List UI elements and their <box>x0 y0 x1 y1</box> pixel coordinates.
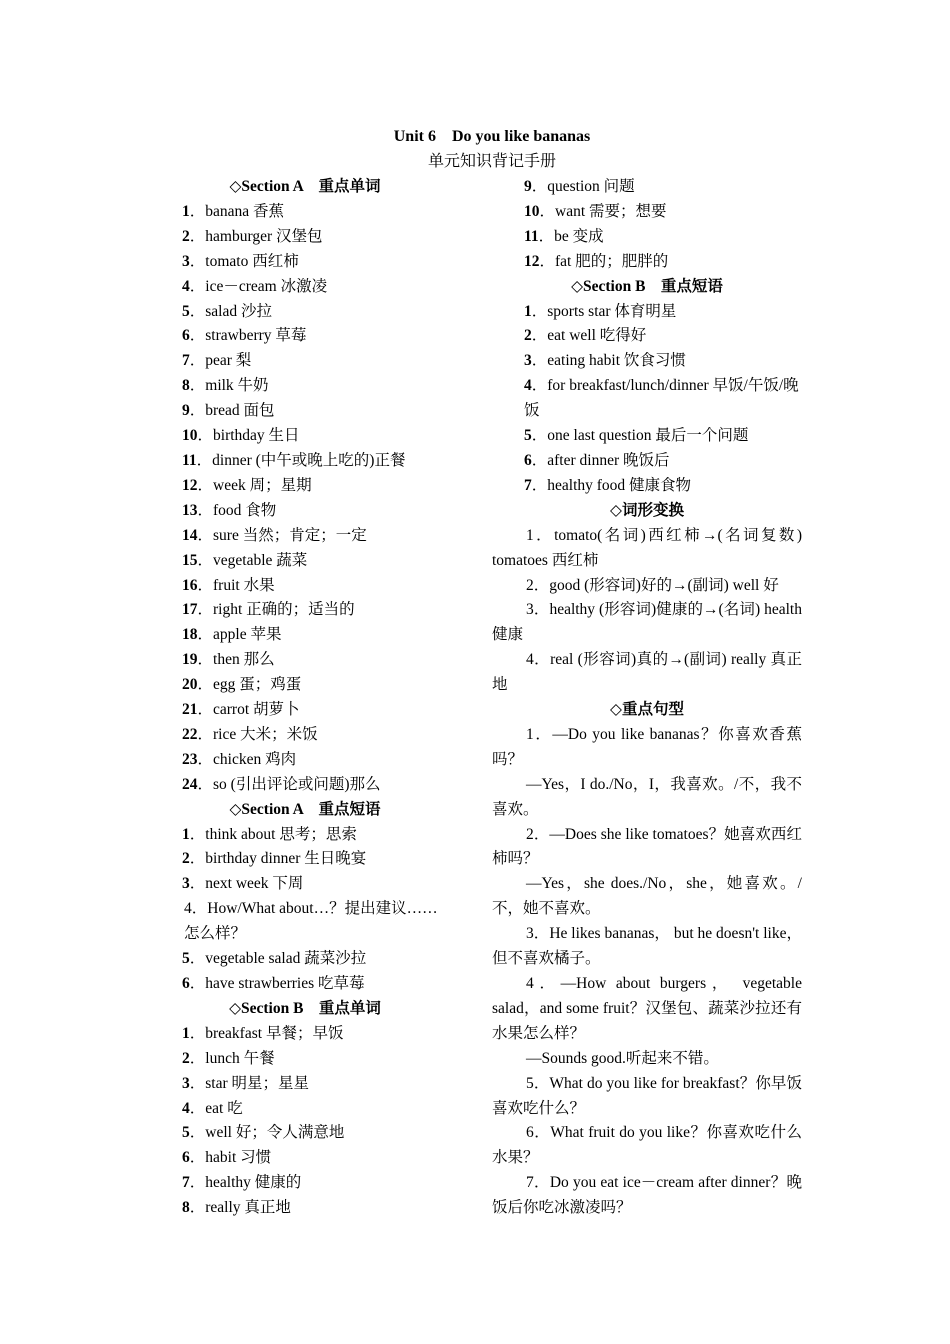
item-number: 24 <box>182 775 198 793</box>
vocab-item <box>150 300 460 325</box>
item-separator: ． <box>531 352 548 370</box>
item-separator: ． <box>533 651 551 669</box>
numbered-paragraph <box>492 1121 802 1171</box>
item-separator: ． <box>531 302 548 320</box>
item-text: have strawberries 吃草莓 <box>205 975 365 992</box>
item-separator: ． <box>531 427 548 445</box>
item-text: next week 下周 <box>205 875 304 893</box>
section-heading: ◇Section A 重点短语 <box>229 800 381 818</box>
vocab-item <box>492 349 802 374</box>
page-title: Unit 6 Do you like bananas <box>393 128 591 145</box>
item-text: good (形容词)好的→(副词) well 好 <box>549 576 779 594</box>
vocab-item <box>150 200 460 225</box>
item-text: breakfast 早餐；早饭 <box>205 1024 344 1042</box>
item-separator: ． <box>533 1174 550 1192</box>
item-number: 18 <box>182 626 198 644</box>
item-text: for breakfast/lunch/dinner 早饭/午饭/晚饭 <box>524 377 799 420</box>
vocab-item <box>150 748 460 773</box>
item-number: 3 <box>182 875 190 893</box>
vocab-item <box>492 474 802 499</box>
item-text: be 变成 <box>554 227 604 245</box>
item-separator: ． <box>189 975 206 992</box>
item-separator: ． <box>189 850 206 868</box>
item-separator: ． <box>533 925 550 943</box>
item-text: chicken 鸡肉 <box>213 750 297 768</box>
vocab-item <box>150 972 460 997</box>
item-separator: ． <box>189 1074 206 1092</box>
item-number: 10 <box>182 427 198 445</box>
item-text: hamburger 汉堡包 <box>205 227 323 245</box>
item-text: sports star 体育明星 <box>547 302 677 320</box>
item-text: tomato 西红柿 <box>205 252 299 270</box>
item-separator: ． <box>189 1199 206 1217</box>
item-number: 12 <box>524 252 540 270</box>
item-number: 4 <box>182 277 190 295</box>
item-number: 3 <box>526 601 534 619</box>
item-text: well 好；令人满意地 <box>205 1124 345 1142</box>
item-number: 8 <box>182 1199 190 1217</box>
item-number: 1 <box>182 825 190 843</box>
item-number: 1 <box>524 302 532 320</box>
item-number: 1 <box>526 526 534 544</box>
item-number: 6 <box>182 975 190 992</box>
item-separator: ． <box>189 402 206 420</box>
numbered-paragraph <box>492 1171 802 1221</box>
item-text: question 问题 <box>547 178 635 195</box>
item-separator: ． <box>197 501 214 519</box>
left-column <box>150 175 460 1221</box>
item-number: 1 <box>526 725 534 743</box>
section-heading: ◇Section B 重点短语 <box>571 277 723 295</box>
item-text: rice 大米；米饭 <box>213 725 318 743</box>
item-number: 6 <box>524 451 532 469</box>
item-number: 6 <box>526 1124 534 1142</box>
item-separator: ． <box>189 1174 206 1192</box>
item-separator: ． <box>197 601 214 619</box>
numbered-paragraph <box>492 972 802 1047</box>
item-separator: ． <box>189 352 206 370</box>
item-text: birthday 生日 <box>213 427 300 445</box>
item-text: What fruit do you like？你喜欢吃什么水果？ <box>492 1124 802 1167</box>
vocab-item <box>150 773 460 798</box>
item-separator: ． <box>197 476 214 494</box>
item-number: 11 <box>182 451 197 469</box>
vocab-item <box>150 250 460 275</box>
item-text: real (形容词)真的→(副词) really 真正地 <box>492 651 802 694</box>
item-text: habit 习惯 <box>205 1149 272 1167</box>
item-text: sure 当然；肯定；一定 <box>213 526 367 544</box>
item-separator: ． <box>197 526 214 544</box>
item-separator: ． <box>533 1124 551 1142</box>
vocab-item <box>150 549 460 574</box>
item-number: 13 <box>182 501 198 519</box>
vocab-item <box>150 1097 460 1122</box>
item-text: star 明星；星星 <box>205 1074 310 1092</box>
continuation-text: —Yes，she does./No，she，她喜欢。/不，她不喜欢。 <box>492 875 802 918</box>
numbered-paragraph <box>492 922 802 972</box>
item-number: 6 <box>182 1149 190 1167</box>
vocab-item <box>150 374 460 399</box>
item-separator: ． <box>197 676 214 694</box>
numbered-paragraph <box>492 823 802 873</box>
item-separator: ． <box>191 900 208 918</box>
numbered-paragraph <box>492 648 802 698</box>
continuation-text: —Yes，I do./No，I，我喜欢。/不，我不喜欢。 <box>492 775 802 818</box>
item-number: 5 <box>524 427 532 445</box>
item-separator: ． <box>189 875 206 893</box>
item-text: dinner (中午或晚上吃的)正餐 <box>212 451 406 469</box>
vocab-item <box>492 225 802 250</box>
item-text: carrot 胡萝卜 <box>213 701 300 719</box>
item-separator: ． <box>531 377 548 395</box>
item-number: 2 <box>524 327 532 345</box>
vocab-item <box>150 1121 460 1146</box>
item-number: 20 <box>182 676 198 694</box>
item-text: healthy (形容词)健康的→(名词) health 健康 <box>492 601 802 644</box>
vocab-item <box>492 250 802 275</box>
item-separator: ． <box>539 252 556 270</box>
vocab-item <box>150 324 460 349</box>
item-text: fat 肥的；肥胖的 <box>555 252 669 270</box>
continuation-text: 怎么样？ <box>184 925 247 943</box>
item-separator: ． <box>189 202 206 220</box>
item-text: tomato(名词)西红柿→(名词复数) tomatoes 西红柿 <box>492 526 802 569</box>
item-separator: ． <box>531 178 548 195</box>
item-separator: ． <box>533 1074 550 1092</box>
numbered-paragraph <box>492 598 802 648</box>
item-separator: ． <box>189 252 206 270</box>
vocab-item <box>150 872 460 897</box>
item-separator: ． <box>189 1049 206 1067</box>
item-number: 3 <box>182 1074 190 1092</box>
item-text: vegetable salad 蔬菜沙拉 <box>205 950 367 968</box>
item-separator: ． <box>196 451 213 469</box>
item-text: bread 面包 <box>205 402 275 420</box>
item-separator: ． <box>197 551 214 569</box>
item-text: food 食物 <box>213 501 277 519</box>
vocab-item <box>150 1072 460 1097</box>
item-separator: ． <box>189 1124 206 1142</box>
item-separator: ． <box>197 701 214 719</box>
vocab-item <box>150 399 460 424</box>
continuation-text: —Sounds good.听起来不错。 <box>526 1049 719 1067</box>
item-number: 5 <box>182 1124 190 1142</box>
item-separator: ． <box>539 202 556 220</box>
item-number: 9 <box>182 402 190 420</box>
item-separator: ． <box>533 825 550 843</box>
item-separator: ． <box>189 377 206 395</box>
item-text: apple 苹果 <box>213 626 282 644</box>
item-separator: ． <box>533 975 561 992</box>
item-number: 7 <box>524 476 532 494</box>
item-number: 12 <box>182 476 198 494</box>
item-separator: ． <box>197 750 214 768</box>
vocab-item <box>150 623 460 648</box>
item-text: —How about burgers， vegetable salad，and some fruit？汉堡包、蔬菜沙拉还有水果怎么样？ <box>492 975 802 1042</box>
item-number: 3 <box>526 925 534 943</box>
vocab-item <box>150 723 460 748</box>
item-separator: ． <box>533 576 550 594</box>
item-separator: ． <box>197 725 214 743</box>
item-number: 3 <box>182 252 190 270</box>
section-heading: ◇Section B 重点单词 <box>229 999 381 1017</box>
item-number: 21 <box>182 701 198 719</box>
item-separator: ． <box>189 1099 206 1117</box>
item-text: milk 牛奶 <box>205 377 269 395</box>
item-separator: ． <box>538 227 555 245</box>
item-separator: ． <box>189 1149 206 1167</box>
vocab-item <box>150 1171 460 1196</box>
item-text: so (引出评论或问题)那么 <box>213 775 381 793</box>
item-number: 4 <box>526 975 534 992</box>
section-heading: ◇Section A 重点单词 <box>229 178 381 195</box>
numbered-paragraph <box>492 574 802 599</box>
item-number: 1 <box>182 202 190 220</box>
item-text: want 需要；想要 <box>555 202 667 220</box>
item-separator: ． <box>197 576 214 594</box>
vocab-item <box>150 574 460 599</box>
item-text: after dinner 晚饭后 <box>547 451 670 469</box>
item-text: salad 沙拉 <box>205 302 272 320</box>
item-text: ice－cream 冰激凌 <box>205 277 328 295</box>
item-number: 5 <box>182 302 190 320</box>
item-separator: ． <box>189 825 206 843</box>
vocab-item <box>150 474 460 499</box>
item-number: 4 <box>182 1099 190 1117</box>
item-number: 4 <box>184 900 192 918</box>
item-text: strawberry 草莓 <box>205 327 307 345</box>
item-text: one last question 最后一个问题 <box>547 427 749 445</box>
item-number: 2 <box>182 850 190 868</box>
item-text: then 那么 <box>213 651 275 669</box>
item-separator: ． <box>189 302 206 320</box>
vocab-item <box>150 524 460 549</box>
numbered-paragraph <box>492 524 802 574</box>
vocab-item <box>150 1196 460 1221</box>
item-text: Do you eat ice－cream after dinner？晚饭后你吃冰激凌吗？ <box>492 1174 802 1217</box>
item-number: 10 <box>524 202 540 220</box>
item-text: What do you like for breakfast？你早饭喜欢吃什么？ <box>492 1074 802 1117</box>
item-number: 2 <box>182 227 190 245</box>
section-heading: ◇词形变换 <box>610 501 684 519</box>
item-number: 7 <box>526 1174 534 1192</box>
vocab-item <box>150 598 460 623</box>
vocab-item <box>150 1022 460 1047</box>
item-text: —Does she like tomatoes？她喜欢西红柿吗？ <box>492 825 802 868</box>
vocab-item <box>150 823 460 848</box>
item-text: birthday dinner 生日晚宴 <box>205 850 367 868</box>
item-number: 3 <box>524 352 532 370</box>
vocab-item <box>150 499 460 524</box>
item-text: right 正确的；适当的 <box>213 601 355 619</box>
numbered-paragraph <box>492 723 802 773</box>
item-number: 15 <box>182 551 198 569</box>
page-subtitle: 单元知识背记手册 <box>427 153 556 170</box>
item-separator: ． <box>197 626 214 644</box>
item-number: 2 <box>526 825 534 843</box>
vocab-item <box>150 349 460 374</box>
numbered-paragraph <box>150 897 460 922</box>
item-separator: ． <box>189 277 206 295</box>
vocab-item <box>150 847 460 872</box>
item-text: healthy food 健康食物 <box>547 476 692 494</box>
item-separator: ． <box>533 526 555 544</box>
item-text: How/What about…？提出建议…… <box>207 900 438 918</box>
item-text: eat 吃 <box>205 1099 243 1117</box>
item-number: 17 <box>182 601 198 619</box>
item-separator: ． <box>531 476 548 494</box>
vocab-item <box>150 449 460 474</box>
section-heading: ◇重点句型 <box>610 701 684 719</box>
item-text: eating habit 饮食习惯 <box>547 352 686 370</box>
item-separator: ． <box>533 601 550 619</box>
item-number: 16 <box>182 576 198 594</box>
vocab-item <box>150 947 460 972</box>
item-number: 23 <box>182 750 198 768</box>
vocab-item <box>492 449 802 474</box>
vocab-item <box>492 175 802 200</box>
vocab-item <box>492 374 802 424</box>
vocab-item <box>150 648 460 673</box>
item-text: really 真正地 <box>205 1199 291 1217</box>
item-number: 14 <box>182 526 198 544</box>
item-number: 19 <box>182 651 198 669</box>
item-separator: ． <box>189 327 206 345</box>
item-number: 7 <box>182 1174 190 1192</box>
vocab-item <box>150 1146 460 1171</box>
vocab-item <box>492 424 802 449</box>
numbered-paragraph <box>492 1072 802 1122</box>
vocab-item <box>150 698 460 723</box>
item-text: week 周；星期 <box>213 476 312 494</box>
item-number: 22 <box>182 725 198 743</box>
item-text: egg 蛋；鸡蛋 <box>213 676 302 694</box>
item-separator: ． <box>189 950 206 968</box>
item-separator: ． <box>189 1024 206 1042</box>
item-number: 1 <box>182 1024 190 1042</box>
item-number: 7 <box>182 352 190 370</box>
item-separator: ． <box>197 775 214 793</box>
item-separator: ． <box>531 451 548 469</box>
vocab-item <box>150 673 460 698</box>
item-number: 11 <box>524 227 539 245</box>
item-separator: ． <box>533 725 553 743</box>
item-text: fruit 水果 <box>213 576 275 594</box>
item-separator: ． <box>531 327 548 345</box>
item-number: 9 <box>524 178 532 195</box>
vocab-item <box>150 1047 460 1072</box>
vocab-item <box>492 300 802 325</box>
vocab-item <box>150 424 460 449</box>
item-text: —Do you like bananas？你喜欢香蕉吗？ <box>492 725 802 768</box>
item-text: pear 梨 <box>205 352 252 370</box>
vocab-item <box>492 200 802 225</box>
item-text: healthy 健康的 <box>205 1174 302 1192</box>
item-text: think about 思考；思索 <box>205 825 357 843</box>
item-number: 6 <box>182 327 190 345</box>
item-text: banana 香蕉 <box>205 202 285 220</box>
item-number: 2 <box>526 576 534 594</box>
item-text: He likes bananas， but he doesn't like，但不喜欢橘子。 <box>492 925 802 968</box>
item-number: 5 <box>526 1074 534 1092</box>
item-number: 8 <box>182 377 190 395</box>
item-number: 4 <box>524 377 532 395</box>
item-number: 5 <box>182 950 190 968</box>
item-text: eat well 吃得好 <box>547 327 647 345</box>
item-separator: ． <box>189 227 206 245</box>
item-separator: ． <box>197 651 214 669</box>
item-number: 2 <box>182 1049 190 1067</box>
item-text: vegetable 蔬菜 <box>213 551 308 569</box>
item-number: 4 <box>526 651 534 669</box>
vocab-item <box>150 225 460 250</box>
item-text: lunch 午餐 <box>205 1049 275 1067</box>
vocab-item <box>150 275 460 300</box>
vocab-item <box>492 324 802 349</box>
right-column <box>492 175 802 1221</box>
item-separator: ． <box>197 427 214 445</box>
